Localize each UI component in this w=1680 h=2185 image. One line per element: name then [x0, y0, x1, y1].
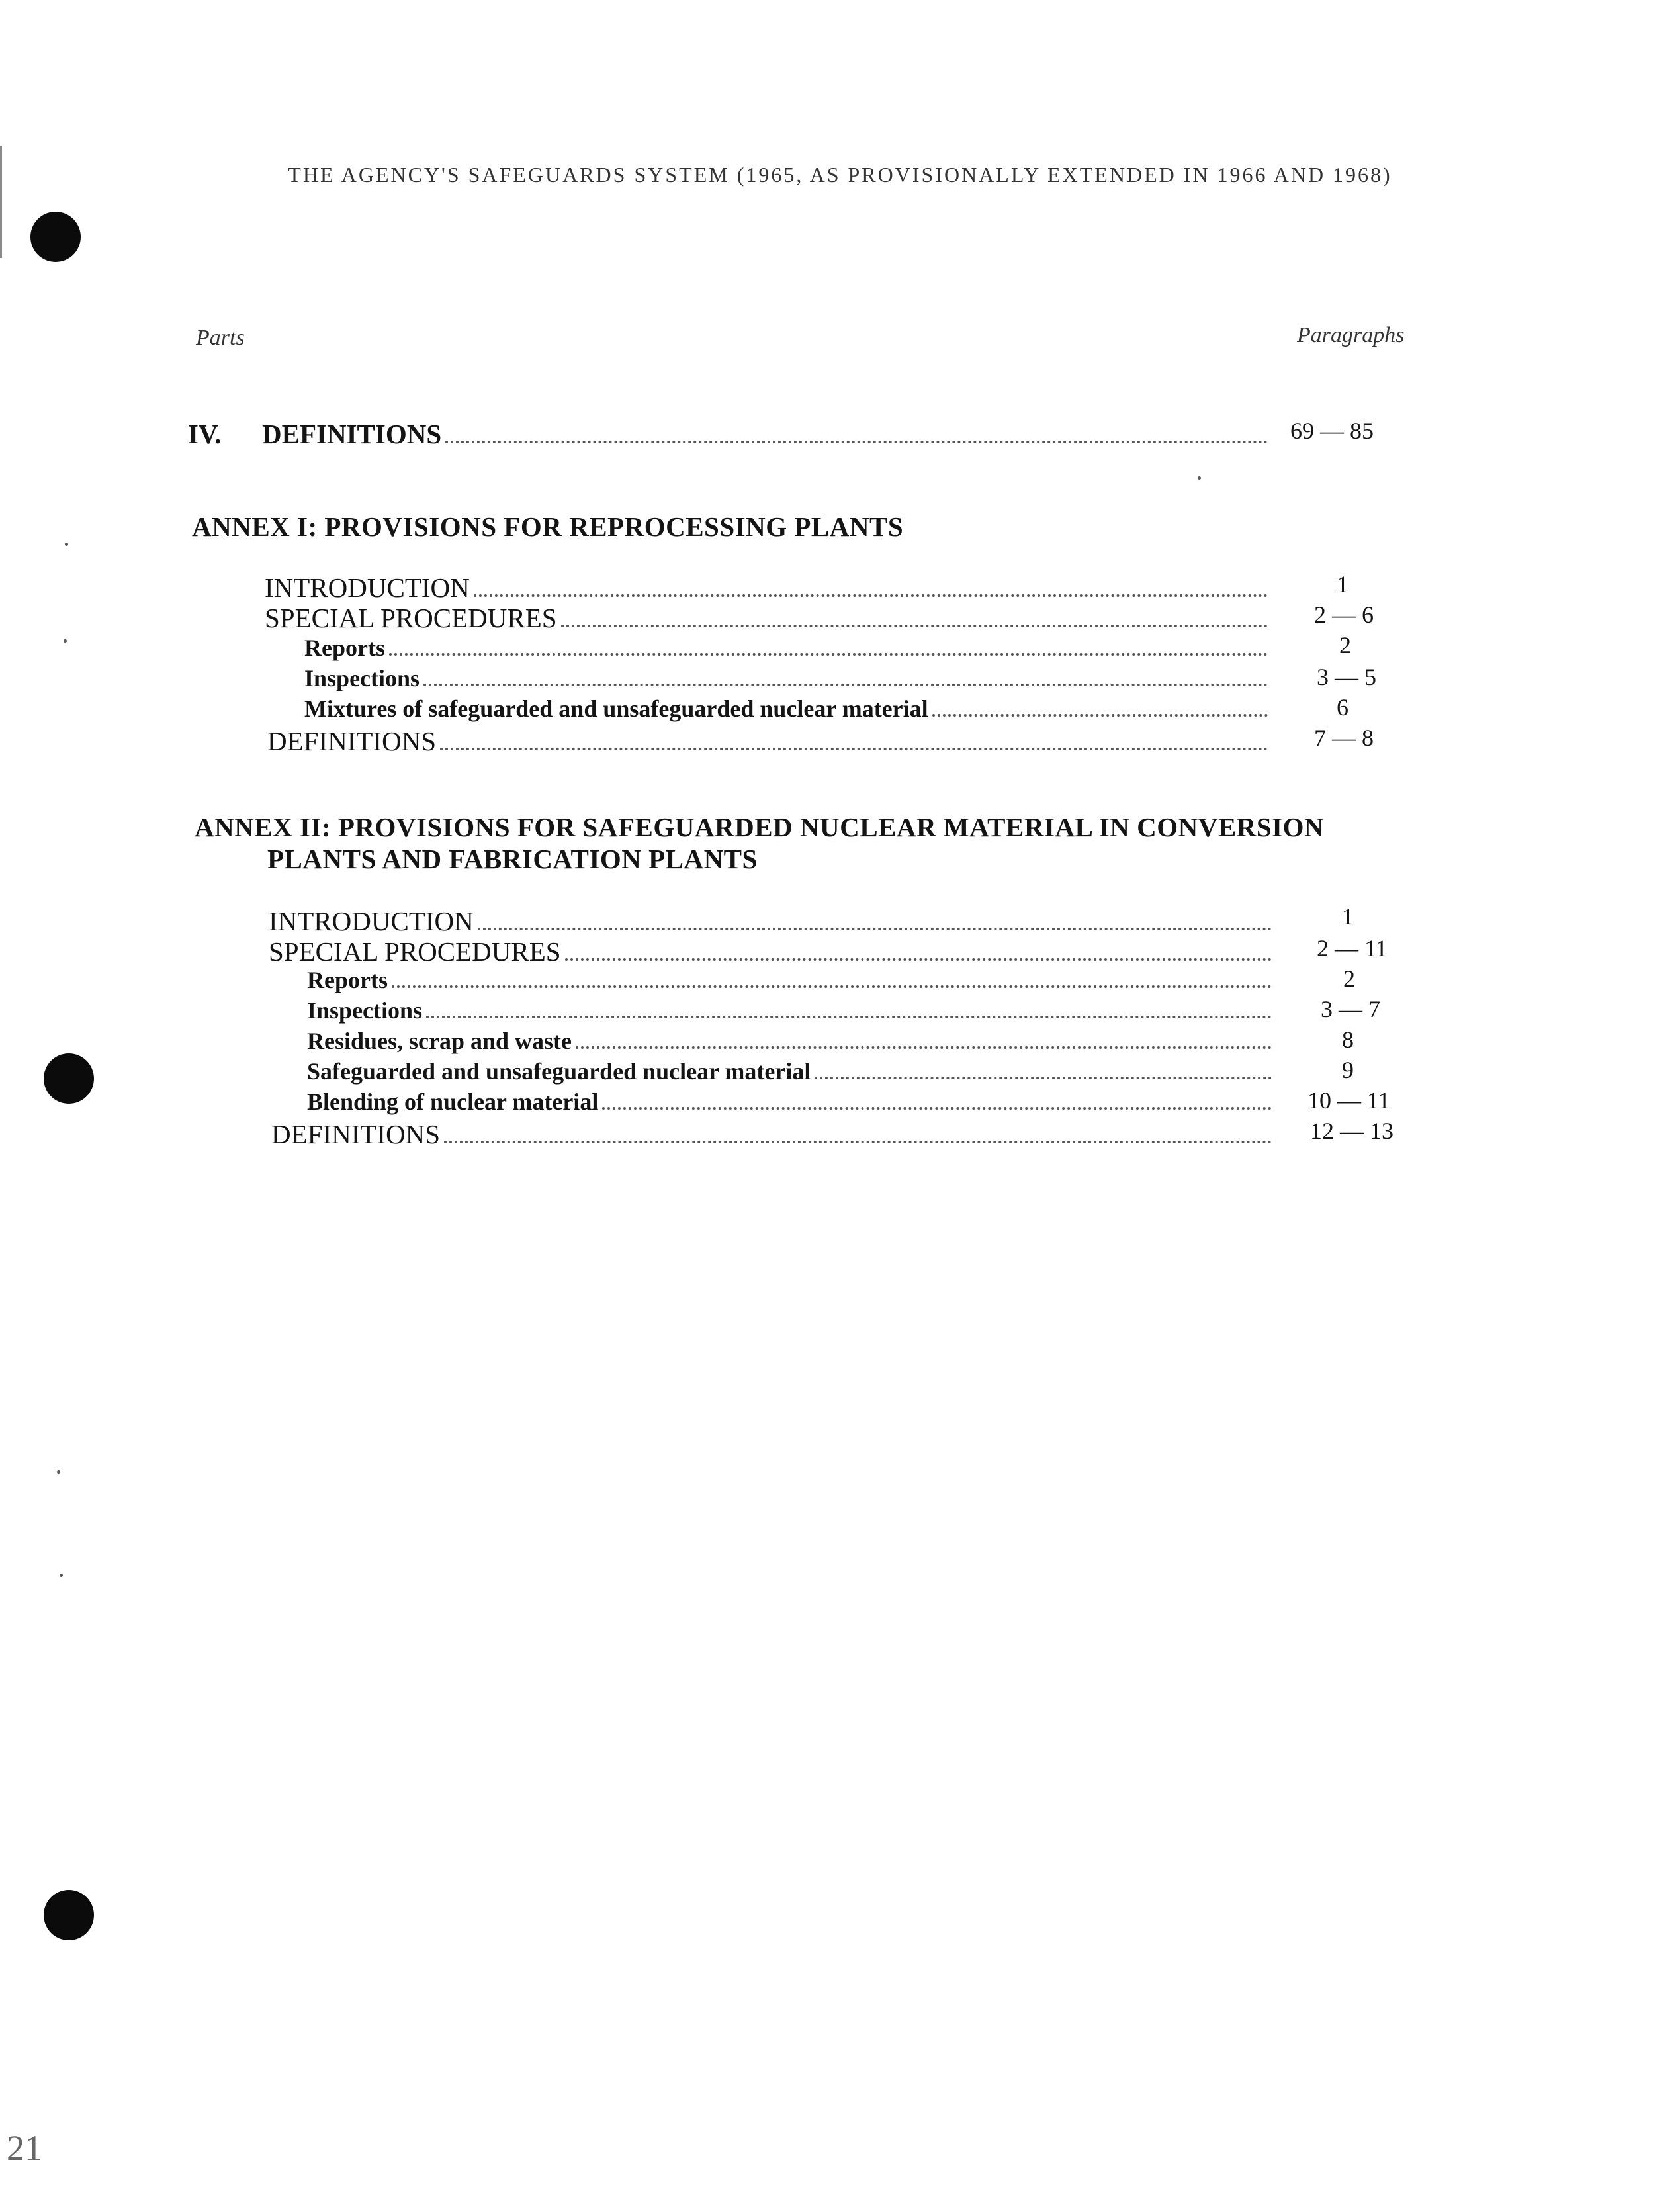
toc-entry-annex2-safeguarded-unsafeguarded[interactable] [307, 1057, 1272, 1089]
annex2-title-line2: PLANTS AND FABRICATION PLANTS [267, 844, 758, 874]
binder-hole-top [30, 212, 81, 262]
leader-dots [815, 1063, 1272, 1079]
leader-dots [440, 735, 1268, 750]
leader-dots [389, 640, 1268, 656]
scan-speck [1198, 476, 1201, 480]
leader-dots [445, 427, 1268, 443]
toc-entry-label: INTRODUCTION [265, 572, 470, 603]
toc-entry-annex1-special-procedures[interactable] [265, 602, 1268, 634]
toc-entry-paragraphs: 10 — 11 [1307, 1087, 1390, 1114]
toc-entry-paragraphs: 1 [1342, 903, 1354, 930]
leader-dots [426, 1003, 1272, 1018]
toc-entry-annex2-residues[interactable] [307, 1027, 1272, 1059]
column-head-parts: Parts [196, 326, 245, 350]
leader-dots [423, 670, 1268, 686]
toc-entry-annex1-reports[interactable] [304, 634, 1268, 666]
binder-hole-bottom [44, 1890, 94, 1940]
toc-entry-label: DEFINITIONS [267, 726, 437, 756]
toc-entry-label: Inspections [307, 997, 423, 1024]
toc-entry-annex2-definitions[interactable] [271, 1118, 1272, 1150]
toc-entry-label: SPECIAL PROCEDURES [269, 936, 561, 967]
toc-entry-annex1-inspections[interactable] [304, 664, 1268, 696]
part-numeral: IV. [188, 419, 222, 449]
scan-speck [60, 1574, 63, 1577]
toc-entry-annex2-special-procedures[interactable] [269, 936, 1272, 967]
toc-entry-paragraphs: 2 — 11 [1317, 935, 1388, 961]
toc-entry-paragraphs: 7 — 8 [1314, 725, 1374, 751]
toc-entry-annex1-definitions[interactable] [267, 725, 1268, 757]
toc-entry-paragraphs: 12 — 13 [1310, 1118, 1393, 1144]
leader-dots [474, 581, 1268, 597]
toc-entry-paragraphs: 2 [1339, 632, 1351, 658]
toc-entry-label: Safeguarded and unsafeguarded nuclear material [307, 1058, 811, 1085]
toc-entry-paragraphs: 69 — 85 [1290, 418, 1374, 444]
toc-entry-paragraphs: 3 — 7 [1321, 996, 1380, 1022]
toc-entry-paragraphs: 1 [1337, 571, 1348, 598]
scan-speck [65, 543, 68, 546]
annex1-title: ANNEX I: PROVISIONS FOR REPROCESSING PLANTS [192, 512, 904, 542]
toc-entry-label: Blending of nuclear material [307, 1089, 599, 1115]
leader-dots [561, 611, 1268, 627]
toc-entry-paragraphs: 2 — 6 [1314, 602, 1374, 628]
toc-entry-part-iv[interactable] [262, 418, 1268, 450]
leader-dots [392, 972, 1272, 988]
toc-entry-paragraphs: 2 [1343, 965, 1355, 992]
handwritten-page-mark: 21 [7, 2128, 42, 2168]
toc-entry-annex1-mixtures[interactable] [304, 695, 1268, 727]
leader-dots [602, 1094, 1272, 1110]
leader-dots [576, 1033, 1272, 1049]
leader-dots [444, 1128, 1272, 1143]
scan-speck [57, 1470, 60, 1474]
toc-entry-annex2-blending[interactable] [307, 1088, 1272, 1120]
toc-entry-label: DEFINITIONS [262, 419, 442, 449]
binder-hole-middle [44, 1053, 94, 1104]
toc-entry-label: Mixtures of safeguarded and unsafeguarded nuclear material [304, 695, 928, 722]
toc-entry-paragraphs: 9 [1342, 1057, 1354, 1083]
toc-entry-label: INTRODUCTION [269, 906, 474, 936]
scan-speck [64, 639, 67, 643]
toc-entry-annex2-inspections[interactable] [307, 997, 1272, 1028]
leader-dots [478, 914, 1272, 930]
toc-entry-label: Residues, scrap and waste [307, 1028, 572, 1054]
annex2-title-line1: ANNEX II: PROVISIONS FOR SAFEGUARDED NUCLEAR MATERIAL IN CONVERSION [195, 812, 1325, 842]
leader-dots [932, 701, 1268, 717]
toc-entry-annex2-reports[interactable] [307, 966, 1272, 998]
toc-entry-label: SPECIAL PROCEDURES [265, 603, 557, 633]
column-head-paragraphs: Paragraphs [1297, 323, 1405, 347]
leader-dots [565, 945, 1272, 961]
toc-entry-paragraphs: 6 [1337, 694, 1348, 721]
toc-entry-paragraphs: 3 — 5 [1317, 664, 1376, 690]
toc-entry-annex2-introduction[interactable] [269, 905, 1272, 937]
toc-entry-annex1-introduction[interactable] [265, 572, 1268, 603]
toc-entry-label: Reports [304, 635, 385, 661]
toc-entry-label: Reports [307, 967, 388, 993]
toc-entry-label: DEFINITIONS [271, 1119, 441, 1149]
toc-entry-paragraphs: 8 [1342, 1026, 1354, 1053]
running-header: THE AGENCY'S SAFEGUARDS SYSTEM (1965, AS PROVISIONALLY EXTENDED IN 1966 AND 1968) [288, 163, 1392, 187]
toc-entry-label: Inspections [304, 665, 420, 691]
